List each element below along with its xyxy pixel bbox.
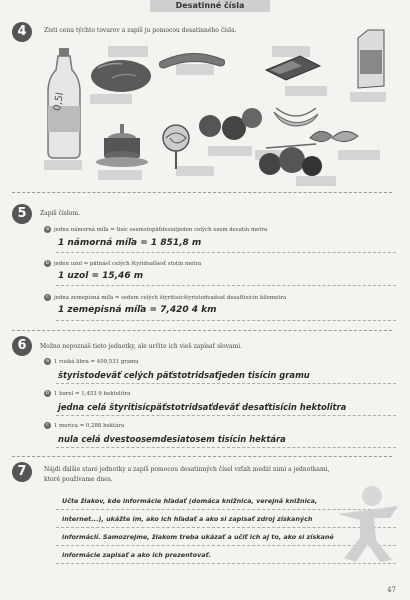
answer-line (56, 415, 396, 416)
section-7-number: 7 (12, 462, 32, 482)
section-divider (12, 192, 392, 193)
teacher-note-line-3: informácií. Samozrejme, žiakom treba ukázať a učiť ich aj to, ako si získané (62, 533, 334, 541)
item-letter-c: c (44, 294, 51, 301)
teacher-note-line-1: Učte žiakov, kde informácie hľadať (domáca knižnica, verejná knižnica, (62, 497, 318, 505)
lollipop-icon (160, 124, 194, 170)
section-6-answer-a: štyristodeväť celých päťstotridsaťjeden tisícin gramu (58, 370, 310, 380)
apples-icon (198, 106, 264, 140)
answer-line (56, 320, 396, 321)
page-header-title: Desatinné čísla (150, 0, 270, 12)
section-6-number: 6 (12, 336, 32, 356)
section-6-answer-b: jedna celá štyritisícpäťstotridsaťdeväť desaťtisícin hektolitra (58, 402, 347, 412)
juice-carton-icon (354, 30, 388, 90)
teacher-note-line-2: internet...), ukážte im, ako ich hľadať a ako si zapisať zdroj získaných (62, 515, 313, 523)
item-letter-a: a (45, 358, 50, 364)
price-box (98, 170, 142, 180)
item-text: jeden uzol = pätnásť celých štyridsaťšesť stotín metra (54, 261, 202, 267)
item-text: 1 ruská libra = 409,531 gramu (54, 359, 139, 365)
item-letter-b: b (45, 390, 50, 396)
price-box (208, 146, 252, 156)
section-5-item-c (44, 294, 286, 301)
price-box (44, 160, 82, 170)
item-text: 1 barel = 1,453 9 hektolitra (54, 391, 131, 397)
answer-line (56, 285, 396, 286)
bread-loaf-icon (90, 58, 152, 92)
section-divider (12, 330, 392, 331)
section-divider (12, 456, 392, 457)
sausage-icon (156, 48, 228, 70)
section-6-item-c (44, 422, 124, 429)
section-4-instruction: Zisti cenu týchto tovarov a zapíš ju pomocou desatinného čísla. (44, 27, 237, 34)
answer-line (56, 383, 396, 384)
section-7-instruction-line-1: Nájdi ďalšie staré jednotky a zapíš pomocou desatinných čísel vzťah medzi nimi a jednotkami, (44, 466, 330, 473)
section-6-item-b (44, 390, 130, 397)
section-6-item-a (44, 358, 139, 365)
page-number: 47 (387, 586, 396, 594)
bottle-volume-label: 0,5l (52, 91, 67, 112)
section-5-instruction: Zapíš číslom. (40, 210, 80, 217)
price-box (108, 46, 148, 57)
chocolate-bar-icon (262, 52, 322, 82)
section-5-item-a (44, 226, 267, 233)
item-text: 1 merica = 0,288 hektára (54, 423, 125, 429)
item-letter-b: b (45, 260, 50, 266)
teacher-note-line-4: informácie zapisať a ako ich prezentovať. (62, 551, 212, 559)
section-4-number: 4 (12, 22, 32, 42)
section-5-answer-a: 1 námorná míľa = 1 851,8 m (58, 238, 202, 248)
item-text: jedna zemepisná míľa = sedem celých štyritisícštyristodvadsať desaťtisícin kilometra (54, 295, 287, 301)
section-5-answer-b: 1 uzol = 15,46 m (58, 271, 144, 281)
item-letter-a: a (45, 226, 50, 232)
mascot-figure-icon (332, 484, 402, 564)
item-text: jedna námorná míľa = tisíc osemstopäťdesiatjeden celých osem desatín metra (54, 227, 268, 233)
price-box (90, 94, 132, 104)
section-5-number: 5 (12, 204, 32, 224)
answer-line (56, 252, 396, 253)
price-box (350, 92, 386, 102)
tomatoes-icon (256, 136, 326, 178)
section-6-answer-c: nula celá dvestoosemdesiatosem tisícin hektára (58, 434, 286, 444)
answer-line (56, 447, 396, 448)
cake-icon (94, 124, 150, 168)
section-6-instruction: Možno nepoznáš tieto jednotky, ale určite ich vieš zapísať slovami. (40, 343, 243, 350)
section-5-item-b (44, 260, 201, 267)
section-5-answer-c: 1 zemepisná míľa = 7,420 4 km (58, 305, 217, 315)
section-7-instruction-line-2: ktoré používame dnes. (44, 476, 113, 483)
item-letter-c: c (44, 422, 51, 429)
price-box (285, 86, 327, 96)
price-box (338, 150, 380, 160)
